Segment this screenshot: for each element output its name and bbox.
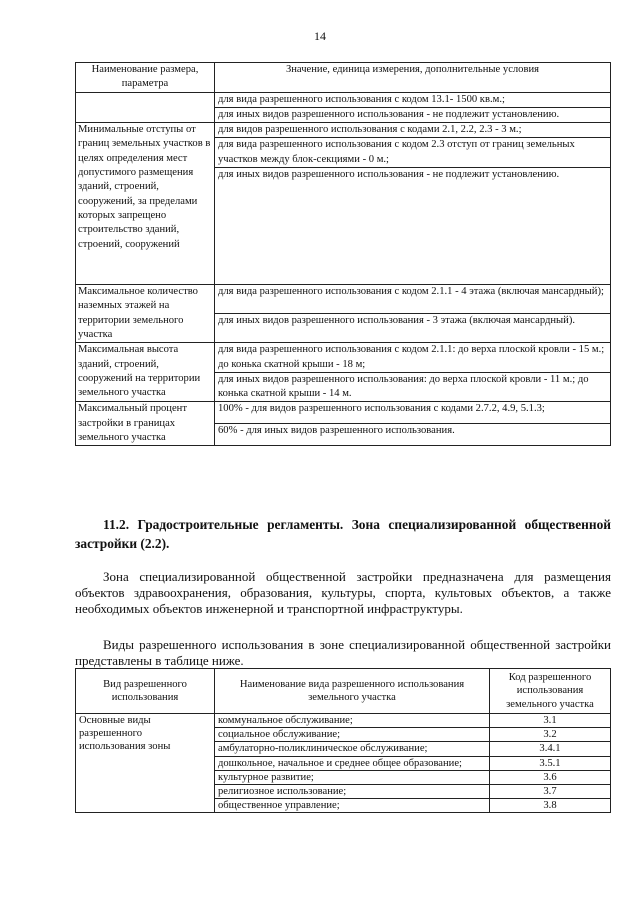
use-code: 3.1 xyxy=(490,714,611,728)
parameter-name: Максимальная высота зданий, строений, сооружений на территории земельного участка xyxy=(76,343,215,402)
use-name: коммунальное обслуживание; xyxy=(215,714,490,728)
zone-description-paragraph: Зона специализированной общественной застройки предназначена для размещения объектов здравоохранения, образования, культуры, спорта, культовых объектов, а также необходимых объектов инженерной и транспортной инфраструктуры. xyxy=(75,569,611,616)
parameter-name: Максимальное количество наземных этажей на территории земельного участка xyxy=(76,285,215,343)
parameter-value: для иных видов разрешенного использования - не подлежит установлению. xyxy=(215,168,611,285)
use-group-label: Основные виды разрешенного использования зоны xyxy=(76,714,215,813)
table-row xyxy=(76,402,611,424)
parameter-value: для вида разрешенного использования с кодом 2.3 отступ от границ земельных участков между блок-секциями - 0 м.; xyxy=(215,138,611,168)
parameter-value: для вида разрешенного использования с кодом 2.1.1 - 4 этажа (включая мансардный); xyxy=(215,285,611,314)
parameter-value: для видов разрешенного использования с кодами 2.1, 2.2, 2.3 - 3 м.; xyxy=(215,123,611,138)
parameter-value: 60% - для иных видов разрешенного использования. xyxy=(215,424,611,446)
table-row xyxy=(76,285,611,314)
header-parameter-value: Значение, единица измерения, дополнительные условия xyxy=(215,63,611,93)
page-number: 14 xyxy=(314,29,326,43)
table-row xyxy=(76,714,611,728)
table-row xyxy=(76,123,611,138)
table-row xyxy=(76,92,611,107)
use-name: амбулаторно-поликлиническое обслуживание; xyxy=(215,742,490,756)
parameter-name: Минимальные отступы от границ земельных участков в целях определения мест допустимого размещения зданий, строений, сооружений, за пределами которых запрещено строительство зданий, строений, сооружений xyxy=(76,123,215,285)
use-name: общественное управление; xyxy=(215,799,490,813)
use-name: культурное развитие; xyxy=(215,770,490,784)
parameter-value: для иных видов разрешенного использования: до верха плоской кровли - 11 м.; до конька скатной крыши - 14 м. xyxy=(215,372,611,402)
table-header-row xyxy=(76,63,611,93)
use-code: 3.2 xyxy=(490,728,611,742)
use-name: дошкольное, начальное и среднее общее образование; xyxy=(215,756,490,770)
use-code: 3.4.1 xyxy=(490,742,611,756)
use-name: религиозное использование; xyxy=(215,785,490,799)
parameter-value: 100% - для видов разрешенного использования с кодами 2.7.2, 4.9, 5.1.3; xyxy=(215,402,611,424)
parameter-value: для вида разрешенного использования с кодом 2.1.1: до верха плоской кровли - 15 м.; до конька скатной крыши - 18 м; xyxy=(215,343,611,373)
header-parameter-name: Наименование размера, параметра xyxy=(76,63,215,93)
permitted-uses-table xyxy=(75,668,611,813)
use-code: 3.8 xyxy=(490,799,611,813)
header-use-type: Вид разрешенного использования xyxy=(76,669,215,714)
header-use-code: Код разрешенного использования земельного участка xyxy=(490,669,611,714)
table-row xyxy=(76,343,611,373)
use-code: 3.5.1 xyxy=(490,756,611,770)
parameter-name xyxy=(76,92,215,123)
table-header-row xyxy=(76,669,611,714)
use-code: 3.6 xyxy=(490,770,611,784)
section-heading: 11.2. Градостроительные регламенты. Зона специализированной общественной застройки (2.2). xyxy=(75,517,611,551)
parameter-value: для вида разрешенного использования с кодом 13.1- 1500 кв.м.; xyxy=(215,92,611,107)
header-use-name: Наименование вида разрешенного использования земельного участка xyxy=(215,669,490,714)
table-intro-paragraph: Виды разрешенного использования в зоне специализированной общественной застройки представлены в таблице ниже. xyxy=(75,637,611,668)
use-code: 3.7 xyxy=(490,785,611,799)
use-name: социальное обслуживание; xyxy=(215,728,490,742)
parameter-value: для иных видов разрешенного использования - 3 этажа (включая мансардный). xyxy=(215,314,611,343)
parameter-name: Максимальный процент застройки в границах земельного участка xyxy=(76,402,215,446)
parameter-value: для иных видов разрешенного использования - не подлежит установлению. xyxy=(215,107,611,122)
parameters-table xyxy=(75,62,611,446)
